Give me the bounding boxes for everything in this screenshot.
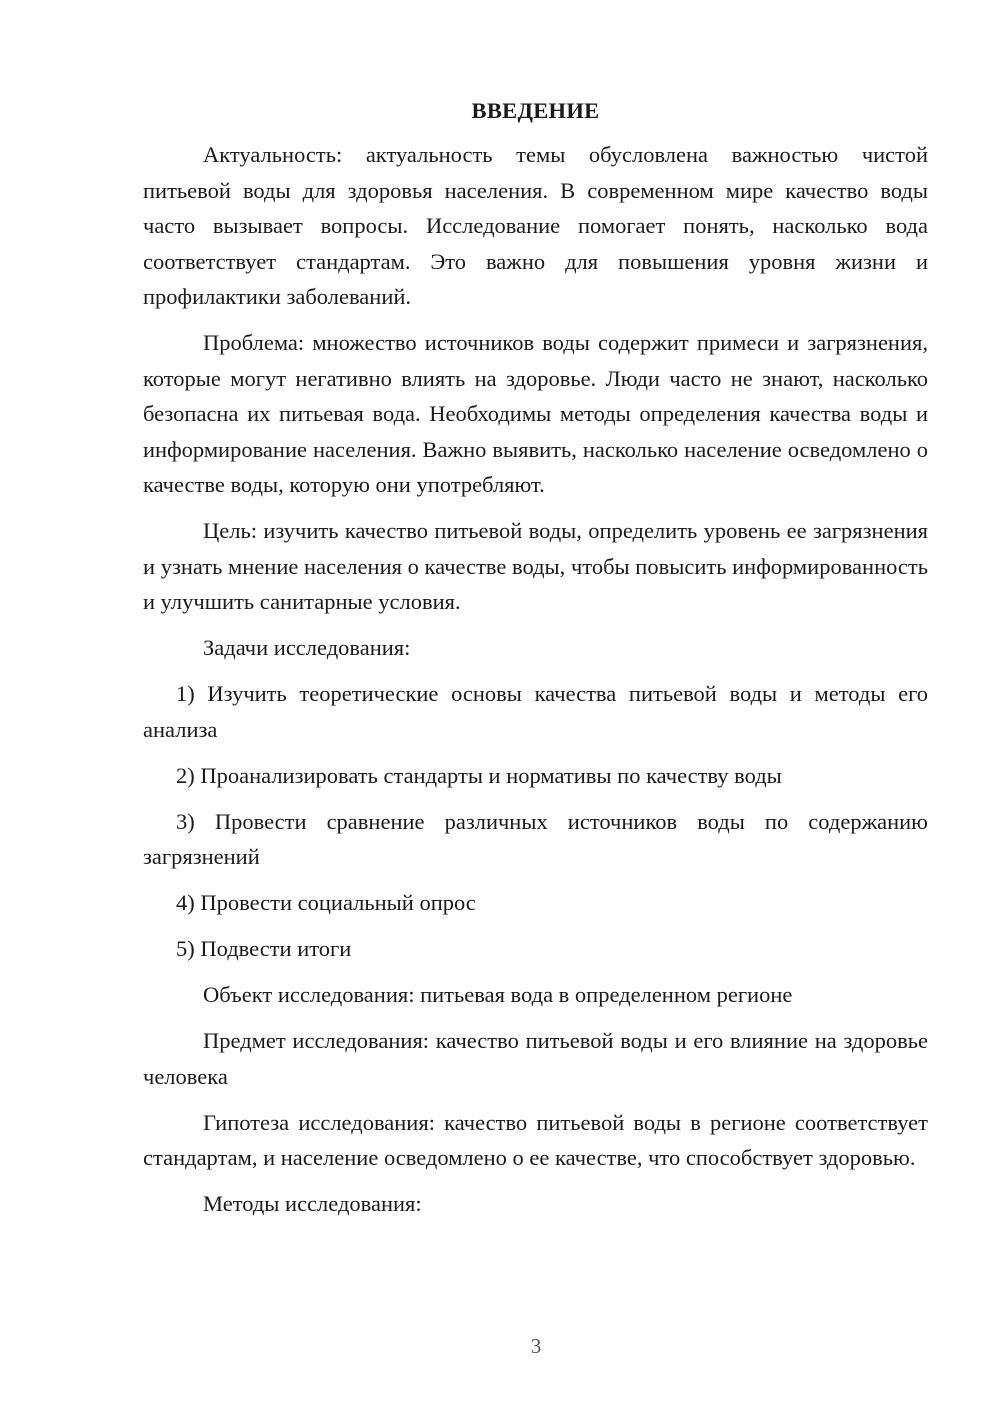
task-item: 1) Изучить теоретические основы качества питьевой воды и методы его анализа bbox=[143, 681, 928, 742]
page-number: 3 bbox=[530, 1334, 542, 1358]
task-item: 2) Проанализировать стандарты и нормативы по качеству воды bbox=[176, 762, 782, 788]
page-content bbox=[143, 96, 928, 1232]
tasks-heading: Задачи исследования: bbox=[203, 635, 411, 660]
paragraph-problem: Проблема: множество источников воды содержит примеси и загрязнения, которые могут негативно влиять на здоровье. Люди часто не знают, насколько безопасна их питьевая вода. Необходимы методы определения качества воды и информирование населения. Важно выявить, насколько население осведомлено о качестве воды, которую они употребляют. bbox=[143, 330, 928, 497]
task-item: 5) Подвести итоги bbox=[176, 936, 352, 961]
paragraph-hypothesis: Гипотеза исследования: качество питьевой воды в регионе соответствует стандартам, и население осведомлено о ее качестве, что способствует здоровью. bbox=[143, 1109, 928, 1170]
paragraph-relevance: Актуальность: актуальность темы обусловлена важностью чистой питьевой воды для здоровья населения. В современном мире качество воды часто вызывает вопросы. Исследование помогает понять, насколько вода соответствует стандартам. Это важно для повышения уровня жизни и профилактики заболеваний. bbox=[143, 142, 928, 309]
task-item: 4) Провести социальный опрос bbox=[176, 890, 476, 915]
methods-heading: Методы исследования: bbox=[203, 1191, 422, 1216]
task-item: 3) Провести сравнение различных источников воды по содержанию загрязнений bbox=[143, 808, 928, 869]
paragraph-goal: Цель: изучить качество питьевой воды, определить уровень ее загрязнения и узнать мнение населения о качестве воды, чтобы повысить информированность и улучшить санитарные условия. bbox=[143, 518, 928, 614]
paragraph-subject: Предмет исследования: качество питьевой воды и его влияние на здоровье человека bbox=[143, 1028, 928, 1089]
paragraph-object: Объект исследования: питьевая вода в определенном регионе bbox=[203, 982, 793, 1007]
page-title: ВВЕДЕНИЕ bbox=[471, 98, 600, 123]
